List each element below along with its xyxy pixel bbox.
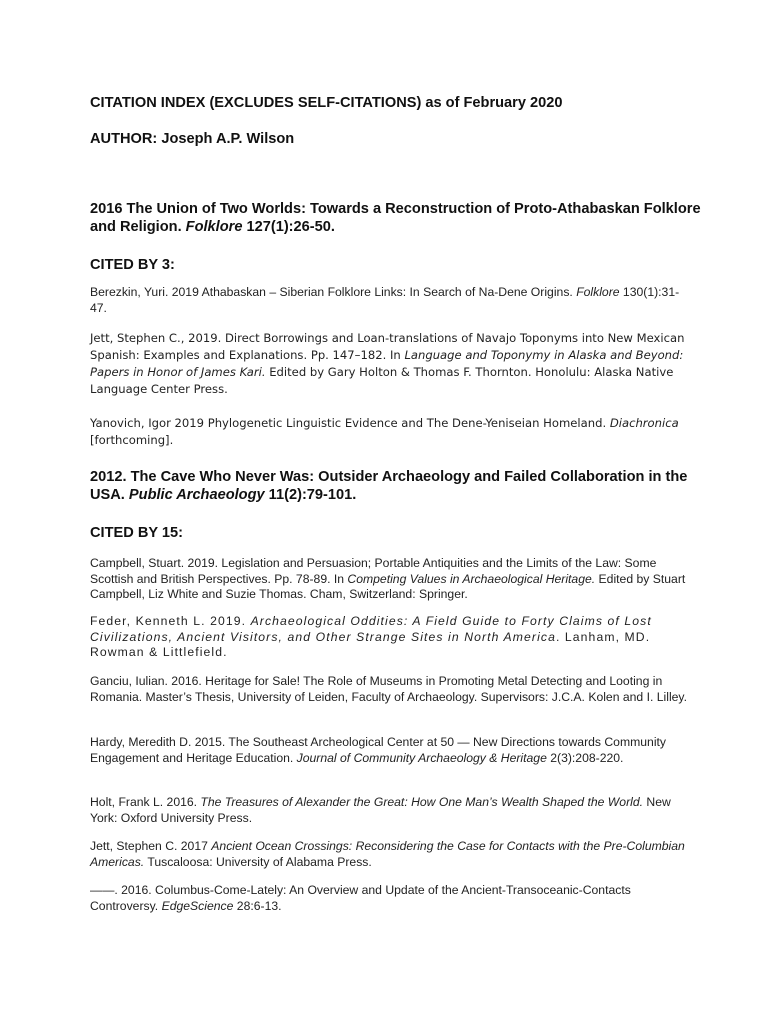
citation-entry: Berezkin, Yuri. 2019 Athabaskan – Siberian Folklore Links: In Search of Na-Dene Origins. Folklore 130(1):31-47. bbox=[90, 285, 680, 315]
citation-entry: Jett, Stephen C., 2019. Direct Borrowings and Loan-translations of Navajo Toponyms into New Mexican Spanish: Examples and Explanations. Pp. 147–182. In Language and Toponymy in Alaska and Beyond: Papers in Honor of James Kari. Edited by Gary Holton & Thomas F. Thornton. Honolulu: Alaska Native Language Center Press. bbox=[90, 331, 685, 396]
citation-entry: Jett, Stephen C. 2017 Ancient Ocean Crossings: Reconsidering the Case for Contacts with the Pre-Columbian Americas. Tuscaloosa: University of Alabama Press. bbox=[90, 839, 685, 869]
cited-by-count-2: CITED BY 15: bbox=[90, 525, 183, 541]
document-title: CITATION INDEX (EXCLUDES SELF-CITATIONS) as of February 2020 bbox=[90, 95, 563, 111]
citation-entry: Holt, Frank L. 2016. The Treasures of Alexander the Great: How One Man’s Wealth Shaped the World. New York: Oxford University Press. bbox=[90, 795, 671, 825]
citation-entry: Ganciu, Iulian. 2016. Heritage for Sale! The Role of Museums in Promoting Metal Detecting and Looting in Romania. Master’s Thesis, University of Leiden, Faculty of Archaeology. Supervisors: J.C.A. Kolen and I. Lilley. bbox=[90, 674, 688, 704]
citation-entry: Yanovich, Igor 2019 Phylogenetic Linguistic Evidence and The Dene-Yeniseian Homeland. Diachronica [forthcoming]. bbox=[90, 416, 679, 447]
citation-entry: Feder, Kenneth L. 2019. Archaeological Oddities: A Field Guide to Forty Claims of Lost Civilizations, Ancient Visitors, and Other Strange Sites in North America. Lanham, MD. Rowman & Littlefield. bbox=[90, 614, 652, 659]
author-line: AUTHOR: Joseph A.P. Wilson bbox=[90, 131, 295, 147]
citation-entry: Campbell, Stuart. 2019. Legislation and Persuasion; Portable Antiquities and the Limits of the Law: Some Scottish and British Perspectives. Pp. 78-89. In Competing Values in Archaeological Heritage. Edited by Stuart Campbell, Liz White and Suzie Thomas. Cham, Switzerland: Springer. bbox=[90, 556, 686, 601]
citation-entry: Hardy, Meredith D. 2015. The Southeast Archeological Center at 50 — New Directions towards Community Engagement and Heritage Education. Journal of Community Archaeology & Heritage 2(3):208-220. bbox=[90, 735, 667, 765]
work-title-2: 2012. The Cave Who Never Was: Outsider Archaeology and Failed Collaboration in the USA. Public Archaeology 11(2):79-101. bbox=[90, 469, 688, 503]
citation-entry: ——. 2016. Columbus-Come-Lately: An Overview and Update of the Ancient-Transoceanic-Contacts Controversy. EdgeScience 28:6-13. bbox=[90, 883, 631, 913]
cited-by-count-1: CITED BY 3: bbox=[90, 257, 175, 273]
work-title-1: 2016 The Union of Two Worlds: Towards a Reconstruction of Proto-Athabaskan Folklore and Religion. Folklore 127(1):26-50. bbox=[90, 201, 701, 235]
